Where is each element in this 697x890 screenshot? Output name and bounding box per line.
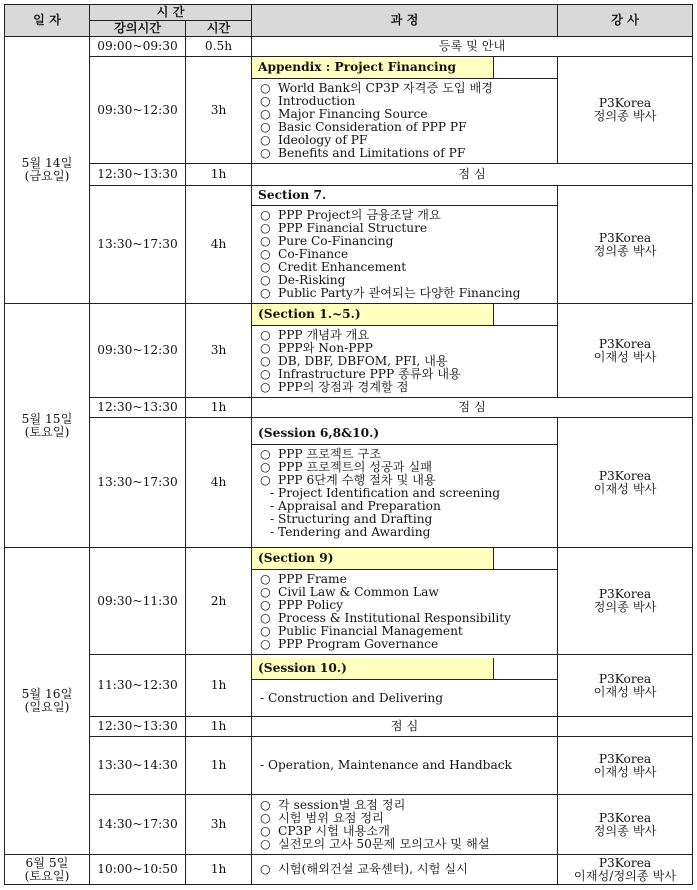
table-row bbox=[5, 304, 693, 398]
duration: 3h bbox=[186, 57, 252, 164]
duration: 1h bbox=[186, 655, 252, 717]
course-items bbox=[252, 570, 557, 654]
time-slot: 12:30~13:30 bbox=[90, 717, 186, 737]
list-subitem: - Appraisal and Preparation bbox=[270, 499, 441, 513]
list-item: ○ Public Financial Management bbox=[260, 624, 463, 638]
header-lecturer: 강 사 bbox=[558, 5, 693, 37]
list-subitem: - Tendering and Awarding bbox=[270, 525, 431, 539]
list-item: ○ World Bank의 CP3P 자격증 도입 배경 bbox=[260, 81, 494, 95]
list-item: ○ Civil Law & Common Law bbox=[260, 585, 439, 599]
list-item: ○ PPP 프로젝트의 성공과 실패 bbox=[260, 460, 432, 474]
course-cell bbox=[252, 186, 558, 304]
list-item: ○ Co-Finance bbox=[260, 247, 349, 261]
list-item: ○ De-Risking bbox=[260, 273, 346, 287]
duration: 1h bbox=[186, 717, 252, 737]
duration: 1h bbox=[186, 164, 252, 186]
table-row bbox=[5, 398, 693, 418]
section-title: (Section 1.~5.) bbox=[252, 304, 494, 325]
schedule-table bbox=[4, 4, 693, 885]
list-item: ○ DB, DBF, DBFOM, PFI, 내용 bbox=[260, 354, 448, 368]
list-item: ○ PPP 프로젝트 구조 bbox=[260, 447, 382, 461]
course-line: - Operation, Maintenance and Handback bbox=[252, 737, 558, 795]
list-item: ○ PPP Project의 금융조달 개요 bbox=[260, 208, 441, 222]
section-title: (Section 9) bbox=[252, 548, 494, 569]
section-title: Section 7. bbox=[258, 188, 327, 202]
lecturer-cell: P3Korea 이재성 박사 bbox=[558, 418, 693, 548]
table-row bbox=[5, 795, 693, 855]
time-slot: 09:30~12:30 bbox=[90, 57, 186, 164]
table-row bbox=[5, 737, 693, 795]
day-cell: 6월 5일 (토요일) bbox=[5, 855, 90, 885]
section-title: Appendix : Project Financing bbox=[252, 57, 494, 78]
lunch-break: 점 심 bbox=[252, 398, 693, 418]
lecturer-cell: P3Korea 정의종 박사 bbox=[558, 57, 693, 164]
empty-cell bbox=[558, 717, 693, 737]
lecturer-cell: P3Korea 이재성 박사 bbox=[558, 737, 693, 795]
list-item: ○ Introduction bbox=[260, 94, 356, 108]
registration-note: 등록 및 안내 bbox=[252, 37, 693, 57]
section-title: (Session 6,8&10.) bbox=[258, 426, 380, 440]
course-items bbox=[252, 326, 557, 397]
table-row bbox=[5, 418, 693, 548]
list-item: ○ PPP Financial Structure bbox=[260, 221, 428, 235]
list-item: ○ Public Party가 관여되는 다양한 Financing bbox=[260, 286, 521, 300]
course-items bbox=[252, 860, 557, 879]
course-items bbox=[252, 206, 557, 303]
table-row bbox=[5, 37, 693, 57]
lunch-break: 점 심 bbox=[252, 717, 558, 737]
lecturer-cell: P3Korea 이재성/정의종 박사 bbox=[558, 855, 693, 885]
course-items bbox=[252, 796, 557, 854]
header-date: 일 자 bbox=[5, 5, 90, 37]
time-slot: 13:30~17:30 bbox=[90, 418, 186, 548]
lecturer-cell: P3Korea 정의종 박사 bbox=[558, 795, 693, 855]
lecturer-cell: P3Korea 정의종 박사 bbox=[558, 548, 693, 655]
course-items bbox=[252, 445, 557, 542]
time-slot: 10:00~10:50 bbox=[90, 855, 186, 885]
header-time-slot: 강의시간 bbox=[90, 21, 186, 37]
list-item: ○ CP3P 시험 내용소개 bbox=[260, 823, 390, 838]
table-row bbox=[5, 186, 693, 304]
list-item: ○ 실전모의 고사 50문제 모의고사 및 해설 bbox=[260, 836, 490, 851]
course-cell bbox=[252, 655, 558, 717]
duration: 4h bbox=[186, 418, 252, 548]
list-item: ○ PPP Program Governance bbox=[260, 637, 439, 651]
day-cell: 5월 14일 (금요일) bbox=[5, 37, 90, 304]
list-item: ○ Infrastructure PPP 종류와 내용 bbox=[260, 367, 461, 381]
list-item: ○ PPP 6단계 수행 절차 및 내용 bbox=[260, 473, 436, 487]
lecturer-cell: P3Korea 정의종 박사 bbox=[558, 186, 693, 304]
course-cell bbox=[252, 855, 558, 885]
list-item: ○ PPP Frame bbox=[260, 572, 347, 586]
list-item: ○ 시험(해외건설 교육센터), 시험 실시 bbox=[260, 862, 468, 876]
table-row bbox=[5, 548, 693, 655]
time-slot: 09:00~09:30 bbox=[90, 37, 186, 57]
time-slot: 12:30~13:30 bbox=[90, 164, 186, 186]
table-row bbox=[5, 164, 693, 186]
list-item: ○ PPP Policy bbox=[260, 598, 344, 612]
time-slot: 13:30~17:30 bbox=[90, 186, 186, 304]
course-cell bbox=[252, 548, 558, 655]
duration: 0.5h bbox=[186, 37, 252, 57]
list-item: ○ PPP 개념과 개요 bbox=[260, 328, 370, 342]
time-slot: 11:30~12:30 bbox=[90, 655, 186, 717]
section-title: (Session 10.) bbox=[252, 658, 494, 679]
lecturer-cell: P3Korea 이재성 박사 bbox=[558, 304, 693, 398]
header-time-group: 시 간 bbox=[90, 5, 252, 21]
lecturer-cell: P3Korea 이재성 박사 bbox=[558, 655, 693, 717]
list-item: ○ Ideology of PF bbox=[260, 133, 368, 147]
duration: 4h bbox=[186, 186, 252, 304]
list-item: ○ Credit Enhancement bbox=[260, 260, 407, 274]
table-row bbox=[5, 57, 693, 164]
table-row bbox=[5, 655, 693, 717]
duration: 3h bbox=[186, 795, 252, 855]
time-slot: 12:30~13:30 bbox=[90, 398, 186, 418]
header-duration: 시간 bbox=[186, 21, 252, 37]
header-course: 과 정 bbox=[252, 5, 558, 37]
duration: 2h bbox=[186, 548, 252, 655]
list-item: ○ Pure Co-Financing bbox=[260, 234, 394, 248]
table-row bbox=[5, 717, 693, 737]
duration: 1h bbox=[186, 855, 252, 885]
duration: 1h bbox=[186, 737, 252, 795]
duration: 3h bbox=[186, 304, 252, 398]
day-cell: 5월 16일 (일요일) bbox=[5, 548, 90, 855]
duration: 1h bbox=[186, 398, 252, 418]
time-slot: 13:30~14:30 bbox=[90, 737, 186, 795]
list-subitem: - Structuring and Drafting bbox=[270, 512, 433, 526]
list-item: ○ Benefits and Limitations of PF bbox=[260, 146, 466, 160]
table-row bbox=[5, 855, 693, 885]
course-items bbox=[252, 79, 557, 163]
list-item: ○ Process & Institutional Responsibility bbox=[260, 611, 512, 625]
list-item: ○ 시험 범위 요점 정리 bbox=[260, 810, 384, 825]
list-subitem: - Project Identification and screening bbox=[270, 486, 501, 500]
list-item: ○ Basic Consideration of PPP PF bbox=[260, 120, 467, 134]
day-cell: 5월 15일 (토요일) bbox=[5, 304, 90, 548]
course-cell bbox=[252, 57, 558, 164]
list-item: ○ PPP의 장점과 경계할 점 bbox=[260, 380, 409, 394]
course-cell bbox=[252, 304, 558, 398]
list-item: ○ Major Financing Source bbox=[260, 107, 428, 121]
course-cell bbox=[252, 795, 558, 855]
list-item: ○ PPP와 Non-PPP bbox=[260, 341, 373, 355]
time-slot: 09:30~12:30 bbox=[90, 304, 186, 398]
course-cell bbox=[252, 418, 558, 548]
course-line: - Construction and Delivering bbox=[260, 691, 444, 705]
time-slot: 14:30~17:30 bbox=[90, 795, 186, 855]
lunch-break: 점 심 bbox=[252, 164, 693, 186]
list-item: ○ 각 session별 요점 정리 bbox=[260, 797, 406, 812]
time-slot: 09:30~11:30 bbox=[90, 548, 186, 655]
